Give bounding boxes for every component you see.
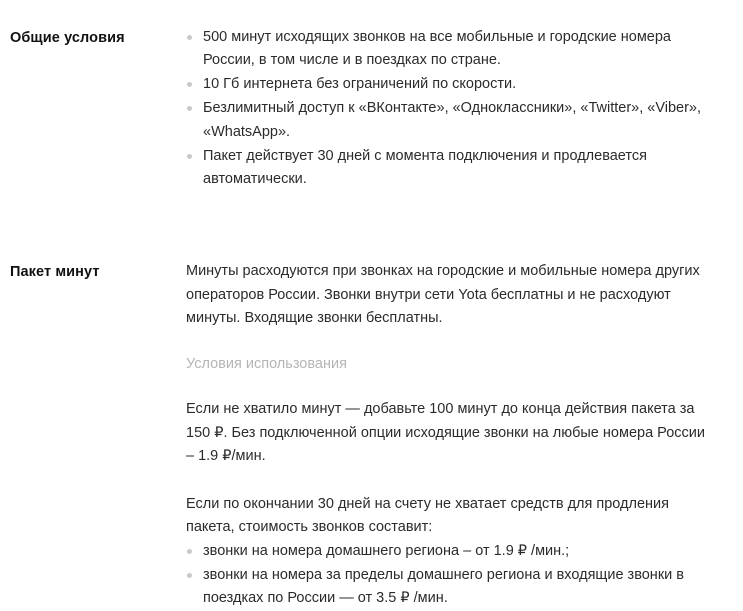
section-label-minutes-package: Пакет минут [10, 264, 100, 281]
section-minutes-package [10, 260, 733, 611]
renewal-paragraph: Если по окончании 30 дней на счету не хватает средств для продления пакета, стоимость звонков составит: [186, 495, 669, 536]
section-content-general-conditions [186, 26, 706, 192]
paragraph-gap [186, 376, 706, 398]
usage-conditions-subheading: Условия использования [186, 355, 347, 372]
list-item: звонки на номера за пределы домашнего региона и входящие звонки в поездках по России — от 3.5 ₽ /мин. [186, 564, 706, 611]
section-general-conditions [10, 26, 733, 192]
minutes-pricing-paragraph: Если не хватило минут — добавьте 100 минут до конца действия пакета за 150 ₽. Без подключенной опции исходящие звонки на любые номера России – 1.9 ₽/мин. [186, 401, 705, 465]
section-content-minutes-package [186, 260, 706, 611]
section-spacer [10, 192, 733, 260]
renewal-rates-list [186, 540, 706, 611]
list-item: Пакет действует 30 дней с момента подключения и продлевается автоматически. [186, 145, 706, 192]
list-item: звонки на номера домашнего региона – от 1.9 ₽ /мин.; [186, 540, 706, 563]
list-item: 500 минут исходящих звонков на все мобильные и городские номера России, в том числе и в поездках по стране. [186, 26, 706, 73]
list-item: 10 Гб интернета без ограничений по скорости. [186, 73, 706, 96]
paragraph-gap [186, 331, 706, 353]
paragraph-gap [186, 469, 706, 493]
general-conditions-list [186, 26, 706, 192]
list-item: Безлимитный доступ к «ВКонтакте», «Одноклассники», «Twitter», «Viber», «WhatsApp». [186, 97, 706, 144]
section-label-general-conditions: Общие условия [10, 30, 125, 46]
minutes-intro-paragraph: Минуты расходуются при звонках на городские и мобильные номера других операторов России. Звонки внутри сети Yota бесплатны и не расходуют минуты. Входящие звонки бесплатны. [186, 263, 700, 327]
